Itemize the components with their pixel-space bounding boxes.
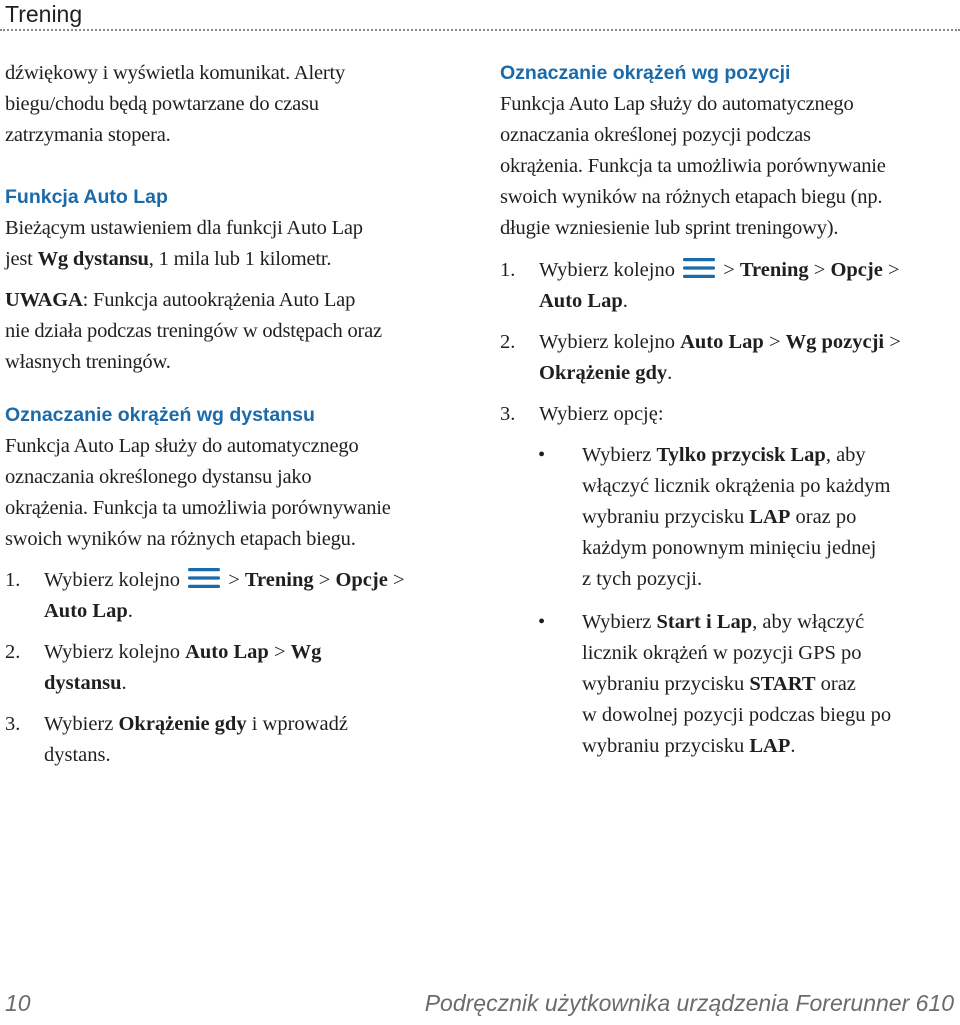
step-2: 2. Wybierz kolejno Auto Lap > Wg dystansu.: [5, 641, 322, 694]
note-label: UWAGA: [5, 289, 83, 311]
page-number: 10: [5, 990, 31, 1016]
bullet-marker: •: [538, 611, 546, 633]
position-text: długie wzniesienie lub sprint treningowy).: [500, 217, 839, 239]
step-1: 1. Wybierz kolejno > Trening > Opcje > Auto Lap.: [500, 255, 958, 317]
distance-text: Funkcja Auto Lap służy do automatycznego: [5, 435, 359, 457]
note: UWAGA: Funkcja autookrążenia Auto Lap: [5, 289, 356, 311]
right-column: [500, 58, 958, 774]
distance-heading: Oznaczanie okrążeń wg dystansu: [5, 404, 315, 426]
intro-line: zatrzymania stopera.: [5, 124, 171, 146]
step-1: 1. Wybierz kolejno > Trening > Opcje > Auto Lap.: [5, 565, 460, 627]
position-text: oznaczania określonej pozycji podczas: [500, 124, 811, 146]
footer-document-title: Podręcznik użytkownika urządzenia Forerunner 610: [424, 990, 954, 1016]
position-text: swoich wyników na różnych etapach biegu (np.: [500, 186, 883, 208]
distance-text: oznaczania określonego dystansu jako: [5, 466, 312, 488]
autolap-text: jest Wg dystansu, 1 mila lub 1 kilometr.: [5, 248, 332, 270]
option-bullet: • Wybierz Start i Lap, aby włączyć licznik okrążeń w pozycji GPS po wybraniu przycisku START oraz w dowolnej pozycji podczas biegu po wybraniu przycisku LAP.: [538, 607, 958, 762]
note: własnych treningów.: [5, 351, 171, 373]
menu-icon: [187, 565, 221, 591]
step-2: 2. Wybierz kolejno Auto Lap > Wg pozycji > Okrążenie gdy.: [500, 331, 901, 384]
note: nie działa podczas treningów w odstępach oraz: [5, 320, 382, 342]
distance-text: okrążenia. Funkcja ta umożliwia porównywanie: [5, 497, 391, 519]
position-text: Funkcja Auto Lap służy do automatycznego: [500, 93, 854, 115]
intro-line: biegu/chodu będą powtarzane do czasu: [5, 93, 319, 115]
step-3: 3. Wybierz Okrążenie gdy i wprowadź dystans.: [5, 713, 348, 766]
bullet-marker: •: [538, 444, 546, 466]
autolap-heading: Funkcja Auto Lap: [5, 186, 168, 208]
intro-line: dźwiękowy i wyświetla komunikat. Alerty: [5, 62, 346, 84]
menu-icon: [682, 255, 716, 281]
position-heading: Oznaczanie okrążeń wg pozycji: [500, 62, 791, 84]
left-column: [5, 58, 460, 781]
distance-text: swoich wyników na różnych etapach biegu.: [5, 528, 356, 550]
position-text: okrążenia. Funkcja ta umożliwia porównywanie: [500, 155, 886, 177]
page-header-title: Trening: [5, 1, 83, 27]
option-bullet: • Wybierz Tylko przycisk Lap, aby włączyć licznik okrążenia po każdym wybraniu przycisku LAP oraz po każdym ponownym minięciu jednej z tych pozycji.: [538, 440, 958, 595]
header-divider: [0, 29, 960, 31]
autolap-text: Bieżącym ustawieniem dla funkcji Auto Lap: [5, 217, 363, 239]
step-3: 3. Wybierz opcję:: [500, 403, 664, 425]
